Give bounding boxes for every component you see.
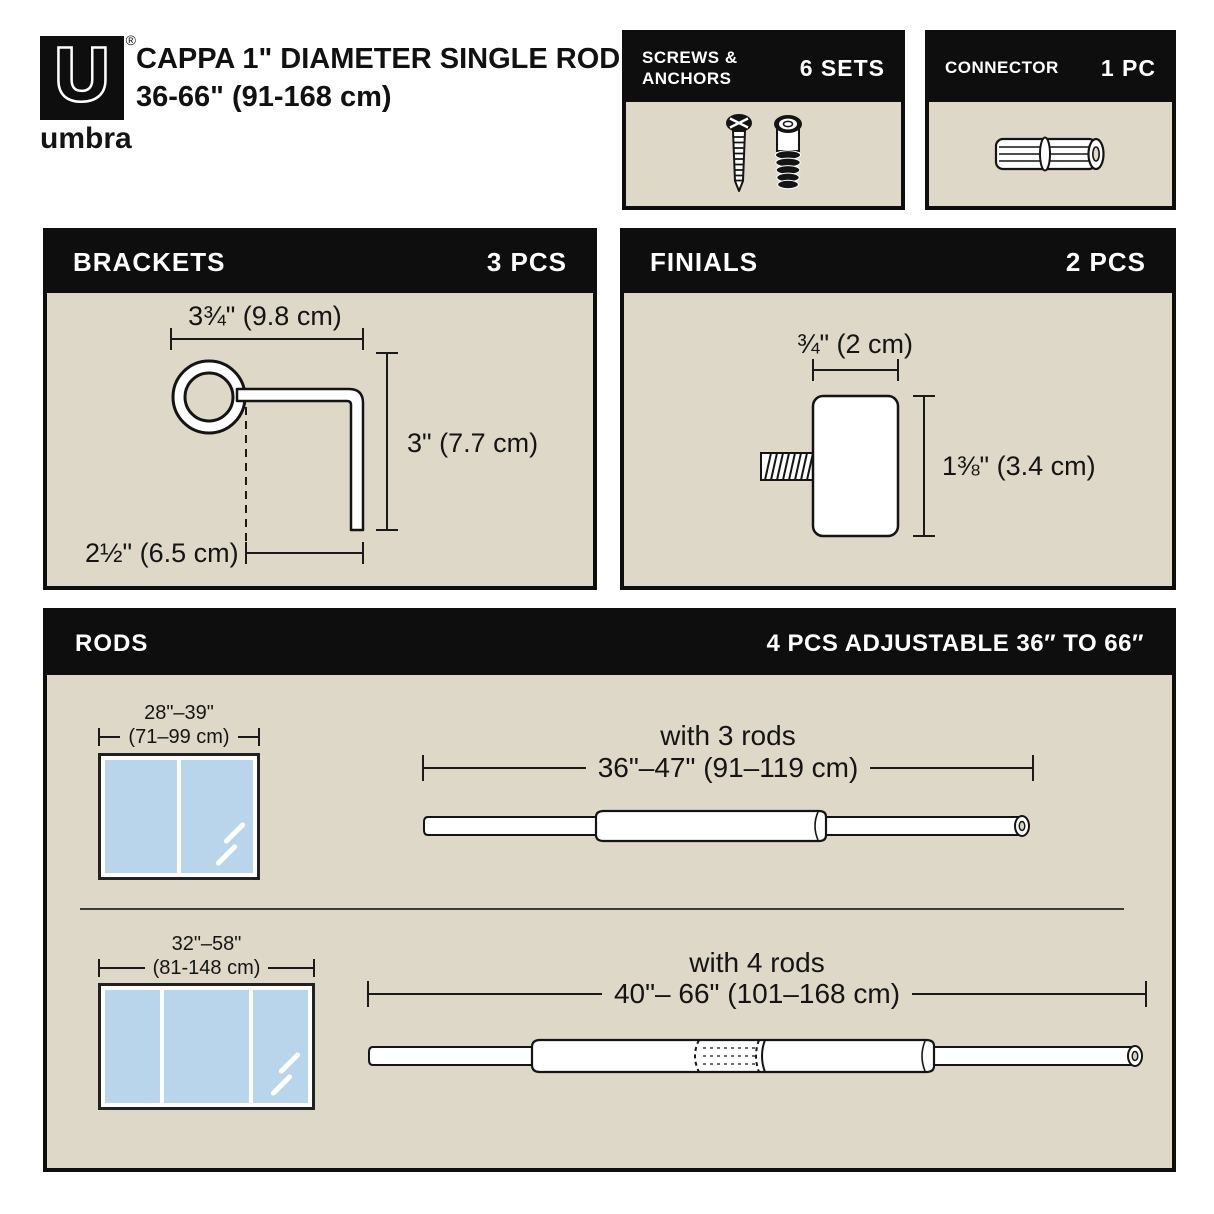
- brackets-count: 3 PCS: [486, 247, 567, 277]
- rod-4pc-group: [367, 675, 1147, 1172]
- brackets-label: BRACKETS: [73, 247, 226, 277]
- registered-mark: ®: [125, 32, 136, 48]
- rods-panel: [43, 608, 1176, 1172]
- rods-label: RODS: [75, 629, 149, 657]
- wall-anchor-icon: [770, 113, 806, 195]
- glass-shine: [278, 1051, 301, 1074]
- window2-range-inches: 32"–58": [171, 933, 242, 955]
- umbra-logo: [40, 32, 136, 156]
- bracket-height-dim: 3" (7.7 cm): [407, 428, 539, 458]
- window-pane: [164, 990, 249, 1103]
- rod-3pc-range: 36"–47" (91–119 cm): [597, 752, 859, 783]
- window1-range-cm: (71–99 cm): [128, 725, 230, 748]
- connector-count: 1 PC: [1100, 54, 1156, 81]
- glass-shine: [270, 1073, 293, 1096]
- brackets-body: [47, 293, 593, 586]
- screws-anchors-header: [626, 34, 901, 102]
- product-title-line2: 36-66" (91-168 cm): [136, 81, 392, 113]
- connector-body: [929, 102, 1172, 206]
- window-pane: [253, 990, 308, 1103]
- window2-range-cm: (81-148 cm): [152, 956, 261, 979]
- umbra-logo-square: [40, 32, 136, 120]
- umbra-wordmark: umbra: [40, 122, 132, 155]
- rods-header: [47, 612, 1172, 675]
- bracket-depth-dim: 2½" (6.5 cm): [85, 538, 239, 568]
- bracket-width-dim: 3¾" (9.8 cm): [188, 301, 342, 331]
- screws-anchors-label: SCREWS & ANCHORS: [642, 48, 738, 88]
- product-title-line1: CAPPA 1" DIAMETER SINGLE ROD: [136, 43, 621, 75]
- window1-range-inches: 28"–39": [144, 702, 214, 724]
- brackets-header: [47, 232, 593, 293]
- window-pane: [105, 990, 160, 1103]
- finial-height-dim: 1⅜" (3.4 cm): [942, 451, 1096, 481]
- rods-body: [47, 675, 1172, 1168]
- rod-3pc-label: with 3 rods: [660, 720, 796, 751]
- screws-anchors-body: [626, 102, 901, 206]
- connector-header: [929, 34, 1172, 102]
- rod-connector-icon: [993, 130, 1109, 178]
- connector-label: CONNECTOR: [945, 58, 1059, 77]
- rods-count: 4 PCS ADJUSTABLE 36″ TO 66″: [766, 629, 1144, 657]
- rod-4pc-range-dim: [367, 978, 1147, 1009]
- rod-4pc-label: with 4 rods: [689, 947, 825, 978]
- finials-count: 2 PCS: [1065, 247, 1146, 277]
- finials-label: FINIALS: [650, 247, 759, 277]
- umbra-logo-u: U: [55, 33, 109, 116]
- screw-icon: [722, 113, 756, 195]
- screws-anchors-count: 6 SETS: [799, 54, 885, 81]
- rod-4pc-range: 40"– 66" (101–168 cm): [613, 978, 901, 1009]
- product-title: [136, 40, 620, 116]
- window-3-pane-group: [98, 675, 315, 1172]
- finial-width-dim: ¾" (2 cm): [796, 329, 914, 359]
- brackets-panel: [43, 228, 597, 590]
- finials-panel: [620, 228, 1176, 590]
- rod-4pc-illustration: [367, 1036, 1147, 1076]
- screws-anchors-panel: [622, 30, 905, 210]
- window2-range-cm-dim: [98, 956, 315, 979]
- finials-body: [624, 293, 1172, 586]
- connector-panel: [925, 30, 1176, 210]
- window-3-pane-illustration: [98, 983, 315, 1110]
- finials-header: [624, 232, 1172, 293]
